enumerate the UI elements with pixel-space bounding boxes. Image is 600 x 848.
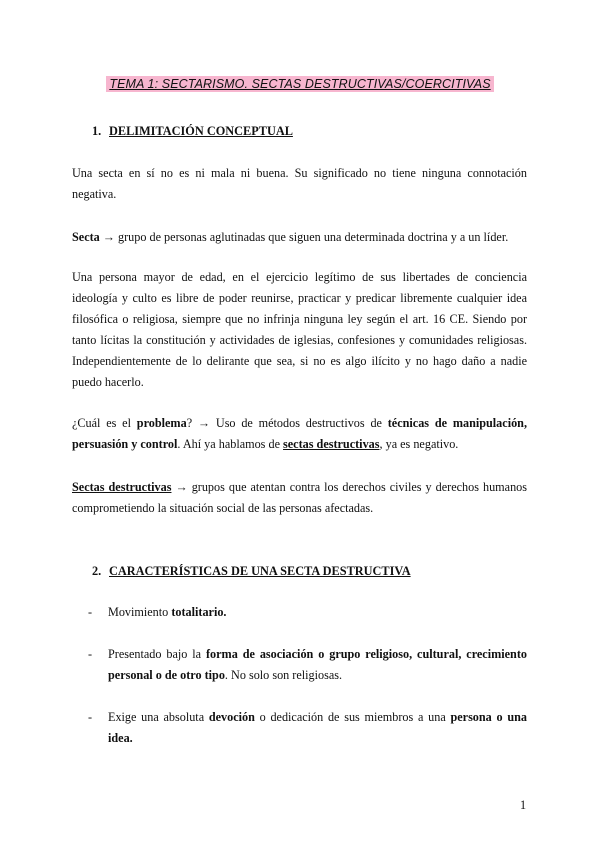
list-item (88, 644, 527, 686)
list-item-text (108, 644, 527, 686)
paragraph-sectas-destructivas (72, 477, 527, 519)
text-run: o dedicación de sus miembros a una (254, 710, 451, 724)
bold-run: totalitario. (171, 605, 227, 619)
bold-run: forma de asociación o grupo religioso, cultural, crecimiento personal o de otro tipo (108, 647, 527, 682)
definition-text: → grupos que atentan contra los derechos civiles y derechos humanos comprometiendo la situación social de las personas afectadas. (72, 480, 527, 515)
list-item (88, 707, 527, 749)
text-run: , ya es negativo. (379, 437, 459, 451)
paragraph-1: Una secta en sí no es ni mala ni buena. Su significado no tiene ninguna connotación negativa. (72, 166, 527, 201)
term-sectas-destructivas-def: Sectas destructivas (72, 480, 172, 494)
paragraph-3: Una persona mayor de edad, en el ejercicio legítimo de sus libertades de conciencia ideología y culto es libre de poder reunirse, practicar y predicar libremente cualquier idea filosófica o religiosa, siempre que no infrinja ninguna ley según el art. 16 CE. Siendo por tanto lícitas la constitución y actividades de iglesias, confesiones y comunidades religiosas. Independientemente de lo delirante que sea, si no es algo ilícito y no hago daño a nadie puedo hacerlo. (72, 270, 527, 389)
section-title: CARACTERÍSTICAS DE UNA SECTA DESTRUCTIVA (109, 564, 411, 578)
section-number: 1. (92, 124, 102, 138)
bold-run: persona o una idea. (108, 710, 527, 745)
text-run: . No solo son religiosas. (224, 668, 343, 682)
page-number: 1 (520, 798, 527, 812)
term-problema: problema (136, 416, 187, 430)
paragraph-secta (72, 227, 527, 248)
section-heading-1 (92, 121, 293, 142)
bold-run: devoción (208, 710, 255, 724)
list-item-text (108, 602, 527, 623)
section-heading-2 (92, 561, 411, 582)
section-number: 2. (92, 564, 102, 578)
text-run: Exige una absoluta (108, 710, 209, 724)
text-run: ? → Uso de métodos destructivos de (186, 416, 388, 430)
term-tecnicas: técnicas de manipulación, persuasión y control (72, 416, 527, 451)
bullet-dash: - (88, 647, 93, 661)
paragraph-problema (72, 413, 527, 455)
bullet-dash: - (88, 605, 93, 619)
document-title (0, 74, 600, 95)
text-run: Presentado bajo la (108, 647, 206, 661)
text-run: ¿Cuál es el (72, 416, 137, 430)
text-run: Movimiento (108, 605, 172, 619)
list-item (88, 602, 527, 623)
section-title: DELIMITACIÓN CONCEPTUAL (109, 124, 293, 138)
definition-text: → grupo de personas aglutinadas que siguen una determinada doctrina y a un líder. (99, 230, 509, 244)
term-secta: Secta (72, 230, 100, 244)
term-sectas-destructivas: sectas destructivas (283, 437, 380, 451)
title-text: TEMA 1: SECTARISMO. SECTAS DESTRUCTIVAS/COERCITIVAS (106, 76, 493, 92)
bullet-dash: - (88, 710, 93, 724)
text-run: . Ahí ya hablamos de (177, 437, 284, 451)
list-item-text (108, 707, 527, 749)
